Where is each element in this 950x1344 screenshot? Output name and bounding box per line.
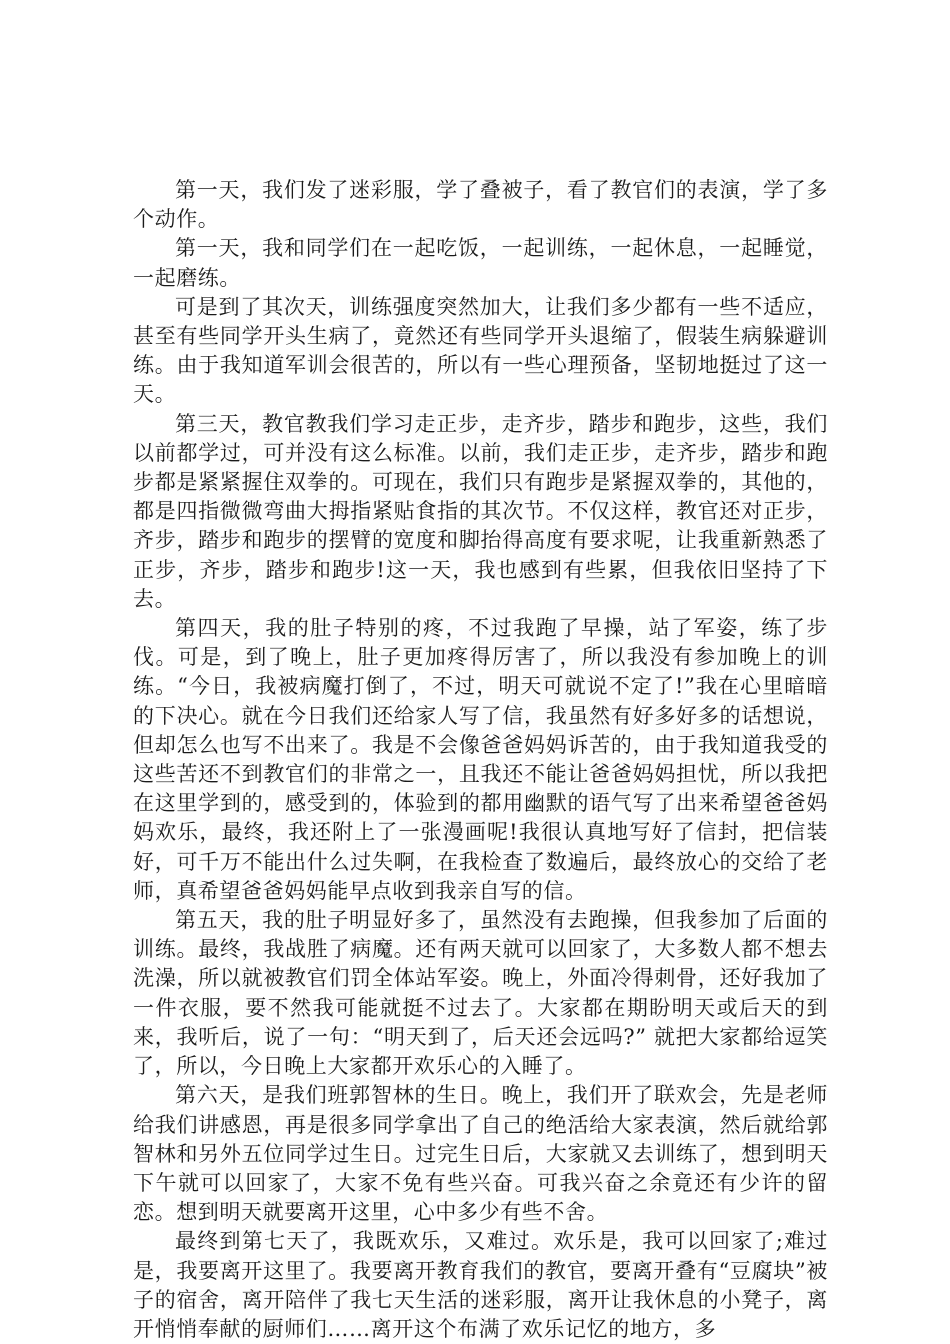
paragraph-day2: 可是到了其次天，训练强度突然加大，让我们多少都有一些不适应，甚至有些同学开头生病了，竟然还有些同学开头退缩了，假装生病躲避训练。由于我知道军训会很苦的，所以有一些心理预备，坚韧地挺过了这一天。 <box>133 294 828 407</box>
paragraph-day6: 第六天，是我们班郭智林的生日。晚上，我们开了联欢会，先是老师给我们讲感恩，再是很多同学拿出了自己的绝活给大家表演，然后就给郭智林和另外五位同学过生日。过完生日后，大家就又去训练了，想到明天下午就可以回家了，大家不免有些兴奋。可我兴奋之余竟还有少许的留恋。想到明天就要离开这里，心中多少有些不舍。 <box>133 1083 828 1225</box>
document-body <box>133 176 828 1344</box>
paragraph-day1-together: 第一天，我和同学们在一起吃饭，一起训练，一起休息，一起睡觉，一起磨练。 <box>133 236 828 290</box>
paragraph-day5: 第五天，我的肚子明显好多了，虽然没有去跑操，但我参加了后面的训练。最终，我战胜了病魔。还有两天就可以回家了，大多数人都不想去洗澡，所以就被教官们罚全体站军姿。晚上，外面冷得刺骨，还好我加了一件衣服，要不然我可能就挺不过去了。大家都在期盼明天或后天的到来，我听后，说了一句：“明天到了，后天还会远吗?” 就把大家都给逗笑了，所以，今日晚上大家都开欢乐心的入睡了。 <box>133 908 828 1079</box>
paragraph-day3: 第三天，教官教我们学习走正步，走齐步，踏步和跑步，这些，我们以前都学过，可并没有这么标准。以前，我们走正步，走齐步，踏步和跑步都是紧紧握住双拳的。可现在，我们只有跑步是紧握双拳的，其他的，都是四指微微弯曲大拇指紧贴食指的其次节。不仅这样，教官还对正步，齐步，踏步和跑步的摆臂的宽度和脚抬得高度有要求呢，让我重新熟悉了正步，齐步，踏步和跑步!这一天，我也感到有些累，但我依旧坚持了下去。 <box>133 411 828 611</box>
paragraph-day1-activities: 第一天，我们发了迷彩服，学了叠被子，看了教官们的表演，学了多个动作。 <box>133 178 828 232</box>
paragraph-day4: 第四天，我的肚子特别的疼，不过我跑了早操，站了军姿，练了步伐。可是，到了晚上，肚子更加疼得厉害了，所以我没有参加晚上的训练。“今日，我被病魔打倒了，不过，明天可就说不定了!”我在心里暗暗的下决心。就在今日我们还给家人写了信，我虽然有好多好多的话想说，但却怎么也写不出来了。我是不会像爸爸妈妈诉苦的，由于我知道我受的这些苦还不到教官们的非常之一，且我还不能让爸爸妈妈担忧，所以我把在这里学到的，感受到的，体验到的都用幽默的语气写了出来希望爸爸妈妈欢乐，最终，我还附上了一张漫画呢!我很认真地写好了信封，把信装好，可千万不能出什么过失啊，在我检查了数遍后，最终放心的交给了老师，真希望爸爸妈妈能早点收到我亲自写的信。 <box>133 616 828 903</box>
paragraph-day7: 最终到第七天了，我既欢乐，又难过。欢乐是，我可以回家了;难过是，我要离开这里了。我要离开教育我们的教官，要离开叠有“豆腐块”被子的宿舍，离开陪伴了我七天生活的迷彩服，离开让我休息的小凳子，离开悄悄奉献的厨师们……离开这个布满了欢乐记忆的地方，多 <box>133 1229 828 1341</box>
